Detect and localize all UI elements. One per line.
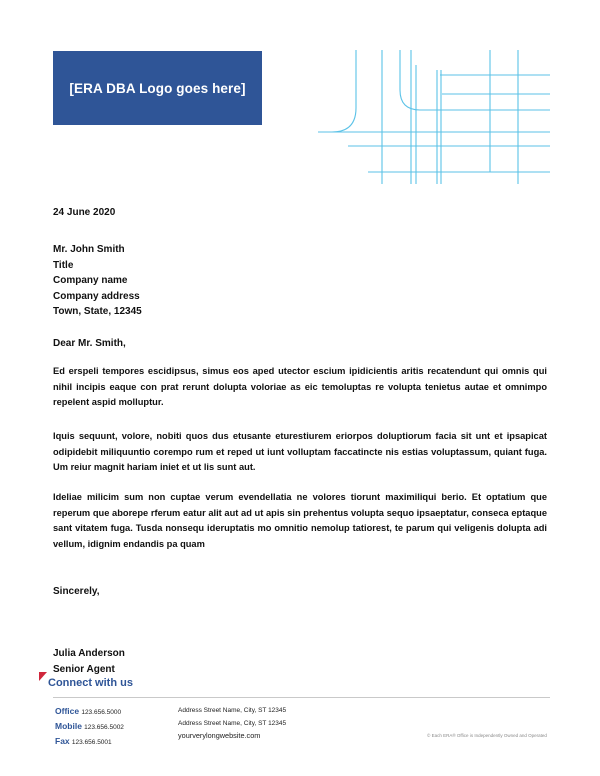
contact-number: 123.656.5000 [81,709,122,716]
logo-placeholder-text: [ERA DBA Logo goes here] [69,80,246,96]
footer-divider [53,697,550,698]
contact-label: Office [55,706,80,716]
letter-date: 24 June 2020 [53,207,116,218]
recipient-address-block [53,242,142,320]
contact-number: 123.656.5001 [71,738,112,746]
signature-block [53,646,125,677]
recipient-title: Title [53,259,74,271]
contact-label: Fax [55,735,70,746]
contact-number: 123.656.5002 [84,723,124,731]
recipient-city-state-zip: Town, State, 12345 [53,306,142,318]
signer-name: Julia Anderson [53,648,125,659]
footer-address-block [178,705,286,743]
signer-title: Senior Agent [53,663,115,675]
contact-row-fax [55,735,124,750]
footer-address-line: Address Street Name, City, ST 12345 [178,707,287,714]
recipient-company-address: Company address [53,290,140,302]
salutation: Dear Mr. Smith, [53,338,126,349]
footer-disclaimer: © Each ERA® Office is Independently Owned and Operated [427,733,547,738]
red-flag-icon [39,672,47,681]
website-link[interactable]: yourverylongwebsite.com [178,731,261,741]
recipient-company: Company name [53,275,128,287]
logo-placeholder [53,51,262,125]
recipient-name: Mr. John Smith [53,244,125,255]
body-paragraph: Ed erspeli tempores escidipsus, simus eos aped utector escium ipidicientis aritis recatendunt qui omnis qui nihil incipis eaque con prat rerunt dolupta voloriae as eic temoluptas re volupta tenietus autae et omnimpo repelent aspid molluptur. [53,366,547,408]
contact-row-mobile [55,720,124,735]
decorative-line-art [318,50,550,184]
closing: Sincerely, [53,586,100,597]
footer-address-line: Address Street Name, City, ST 12345 [178,719,287,727]
contact-numbers [55,705,124,749]
contact-label: Mobile [55,720,82,731]
body-paragraph: Ideliae milicim sum non cuptae verum evendellatia ne volores tiorunt maximiliqui berio. Et optatium que reperum que aborepe rferum eatur alit aut ad ut apis sin prehentus volupta sequo ipsaeptatur, conseca eptaque sant vitatem fuga. Tusda nonsequ ideruptatis mo omnitio nemolup tatiorest, te parum qui veligenis dolupta adi vellum, idignim endandis pa quam [53,492,547,549]
contact-row-office [55,705,124,720]
body-paragraph: Iquis sequunt, volore, nobiti quos dus etusante eturestiurem eriorpos doluptiorum facia sit unt et ipsapicat odipidebit miliquuntio corempo rum et reped ut iunt volluptam faccatincte nis estias voluptassum, quiant fuga. Um reiur magnit hariam iniet et ut lis sunt aut. [53,431,547,473]
connect-heading: Connect with us [48,677,133,689]
